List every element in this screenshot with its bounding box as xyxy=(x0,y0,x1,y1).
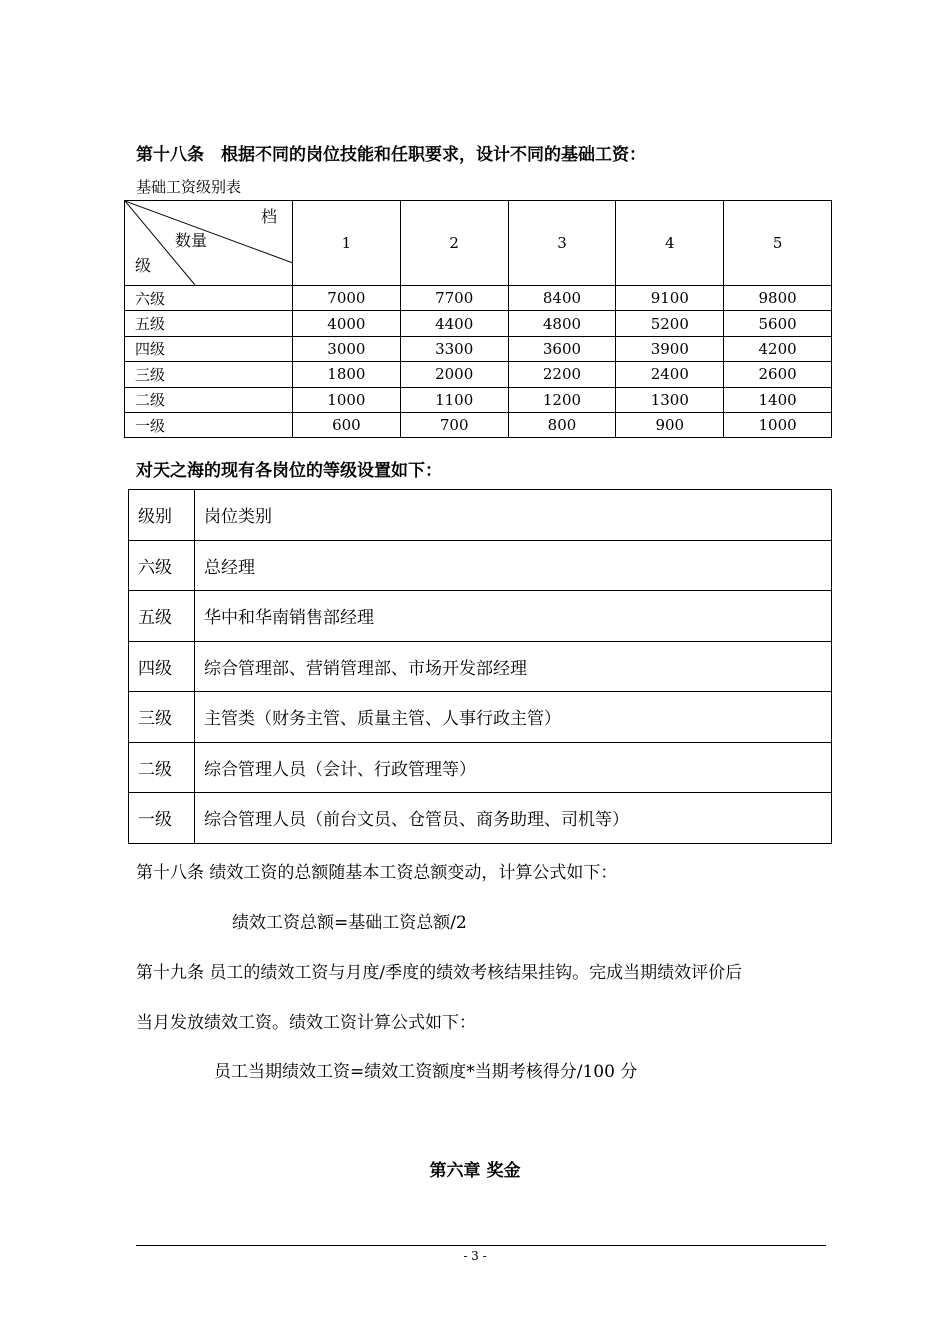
column-header: 4 xyxy=(616,201,724,286)
table-cell: 2200 xyxy=(508,362,616,387)
footer-divider xyxy=(136,1245,826,1246)
table-cell: 2400 xyxy=(616,362,724,387)
article-18-heading: 第十八条 根据不同的岗位技能和任职要求，设计不同的基础工资： xyxy=(136,145,646,165)
base-salary-table xyxy=(124,200,832,438)
row-level: 六级 xyxy=(125,286,293,311)
table-cell: 5200 xyxy=(616,311,724,336)
table-row xyxy=(125,412,832,437)
article-18b-text: 第十八条 绩效工资的总额随基本工资总额变动，计算公式如下： xyxy=(136,863,618,883)
row-category: 总经理 xyxy=(195,540,832,591)
table-cell: 2000 xyxy=(400,362,508,387)
table-cell: 1800 xyxy=(293,362,401,387)
table-cell: 1000 xyxy=(293,387,401,412)
table-row xyxy=(125,387,832,412)
row-level: 五级 xyxy=(125,311,293,336)
table-cell: 7700 xyxy=(400,286,508,311)
formula-employee-performance-pay: 员工当期绩效工资=绩效工资额度*当期考核得分/100 分 xyxy=(214,1062,638,1082)
page-number: - 3 - xyxy=(463,1249,487,1263)
table-cell: 9800 xyxy=(724,286,832,311)
table-row xyxy=(129,591,832,642)
table-cell: 4200 xyxy=(724,336,832,361)
table-cell: 8400 xyxy=(508,286,616,311)
row-level: 三级 xyxy=(125,362,293,387)
table-header-row xyxy=(129,490,832,541)
table-cell: 700 xyxy=(400,412,508,437)
article-19-line-2: 当月发放绩效工资。绩效工资计算公式如下： xyxy=(136,1013,476,1033)
row-level: 一级 xyxy=(129,793,195,844)
post-grade-table xyxy=(128,489,832,844)
row-level: 五级 xyxy=(129,591,195,642)
table-row xyxy=(125,311,832,336)
table-row xyxy=(125,286,832,311)
table-row xyxy=(125,362,832,387)
chapter-title: 第六章 奖金 xyxy=(429,1161,521,1181)
table-cell: 1300 xyxy=(616,387,724,412)
table-cell: 1200 xyxy=(508,387,616,412)
table-cell: 1400 xyxy=(724,387,832,412)
row-level: 六级 xyxy=(129,540,195,591)
row-level: 一级 xyxy=(125,412,293,437)
table-cell: 1100 xyxy=(400,387,508,412)
row-level: 四级 xyxy=(125,336,293,361)
header-level: 级别 xyxy=(129,490,195,541)
corner-label-grade: 档 xyxy=(261,207,278,226)
row-level: 四级 xyxy=(129,641,195,692)
corner-label-quantity: 数量 xyxy=(175,231,208,250)
corner-label-level: 级 xyxy=(135,256,152,275)
table-cell: 3300 xyxy=(400,336,508,361)
article-19-line-1: 第十九条 员工的绩效工资与月度/季度的绩效考核结果挂钩。完成当期绩效评价后 xyxy=(136,963,743,983)
row-category: 综合管理人员（前台文员、仓管员、商务助理、司机等） xyxy=(195,793,832,844)
table-cell: 900 xyxy=(616,412,724,437)
table-cell: 4800 xyxy=(508,311,616,336)
row-level: 二级 xyxy=(129,742,195,793)
header-category: 岗位类别 xyxy=(195,490,832,541)
table1-caption: 基础工资级别表 xyxy=(136,178,242,196)
table-row xyxy=(125,336,832,361)
formula-performance-total: 绩效工资总额=基础工资总额/2 xyxy=(232,913,467,933)
table2-intro: 对天之海的现有各岗位的等级设置如下： xyxy=(136,461,442,481)
table-cell: 3900 xyxy=(616,336,724,361)
table-row xyxy=(129,742,832,793)
table-cell: 4000 xyxy=(293,311,401,336)
table-cell: 2600 xyxy=(724,362,832,387)
table-cell: 7000 xyxy=(293,286,401,311)
row-category: 综合管理部、营销管理部、市场开发部经理 xyxy=(195,641,832,692)
table-cell: 5600 xyxy=(724,311,832,336)
row-level: 二级 xyxy=(125,387,293,412)
column-header: 5 xyxy=(724,201,832,286)
table-cell: 1000 xyxy=(724,412,832,437)
table-cell: 800 xyxy=(508,412,616,437)
column-header: 2 xyxy=(400,201,508,286)
column-header: 1 xyxy=(293,201,401,286)
table-row xyxy=(129,540,832,591)
table-row xyxy=(129,692,832,743)
table-cell: 3000 xyxy=(293,336,401,361)
column-header: 3 xyxy=(508,201,616,286)
diagonal-header-cell xyxy=(125,201,293,286)
table-row xyxy=(129,641,832,692)
table-cell: 3600 xyxy=(508,336,616,361)
table-row xyxy=(129,793,832,844)
table-cell: 600 xyxy=(293,412,401,437)
table-cell: 4400 xyxy=(400,311,508,336)
row-category: 华中和华南销售部经理 xyxy=(195,591,832,642)
row-category: 综合管理人员（会计、行政管理等） xyxy=(195,742,832,793)
row-level: 三级 xyxy=(129,692,195,743)
table-header-row xyxy=(125,201,832,286)
table-cell: 9100 xyxy=(616,286,724,311)
row-category: 主管类（财务主管、质量主管、人事行政主管） xyxy=(195,692,832,743)
